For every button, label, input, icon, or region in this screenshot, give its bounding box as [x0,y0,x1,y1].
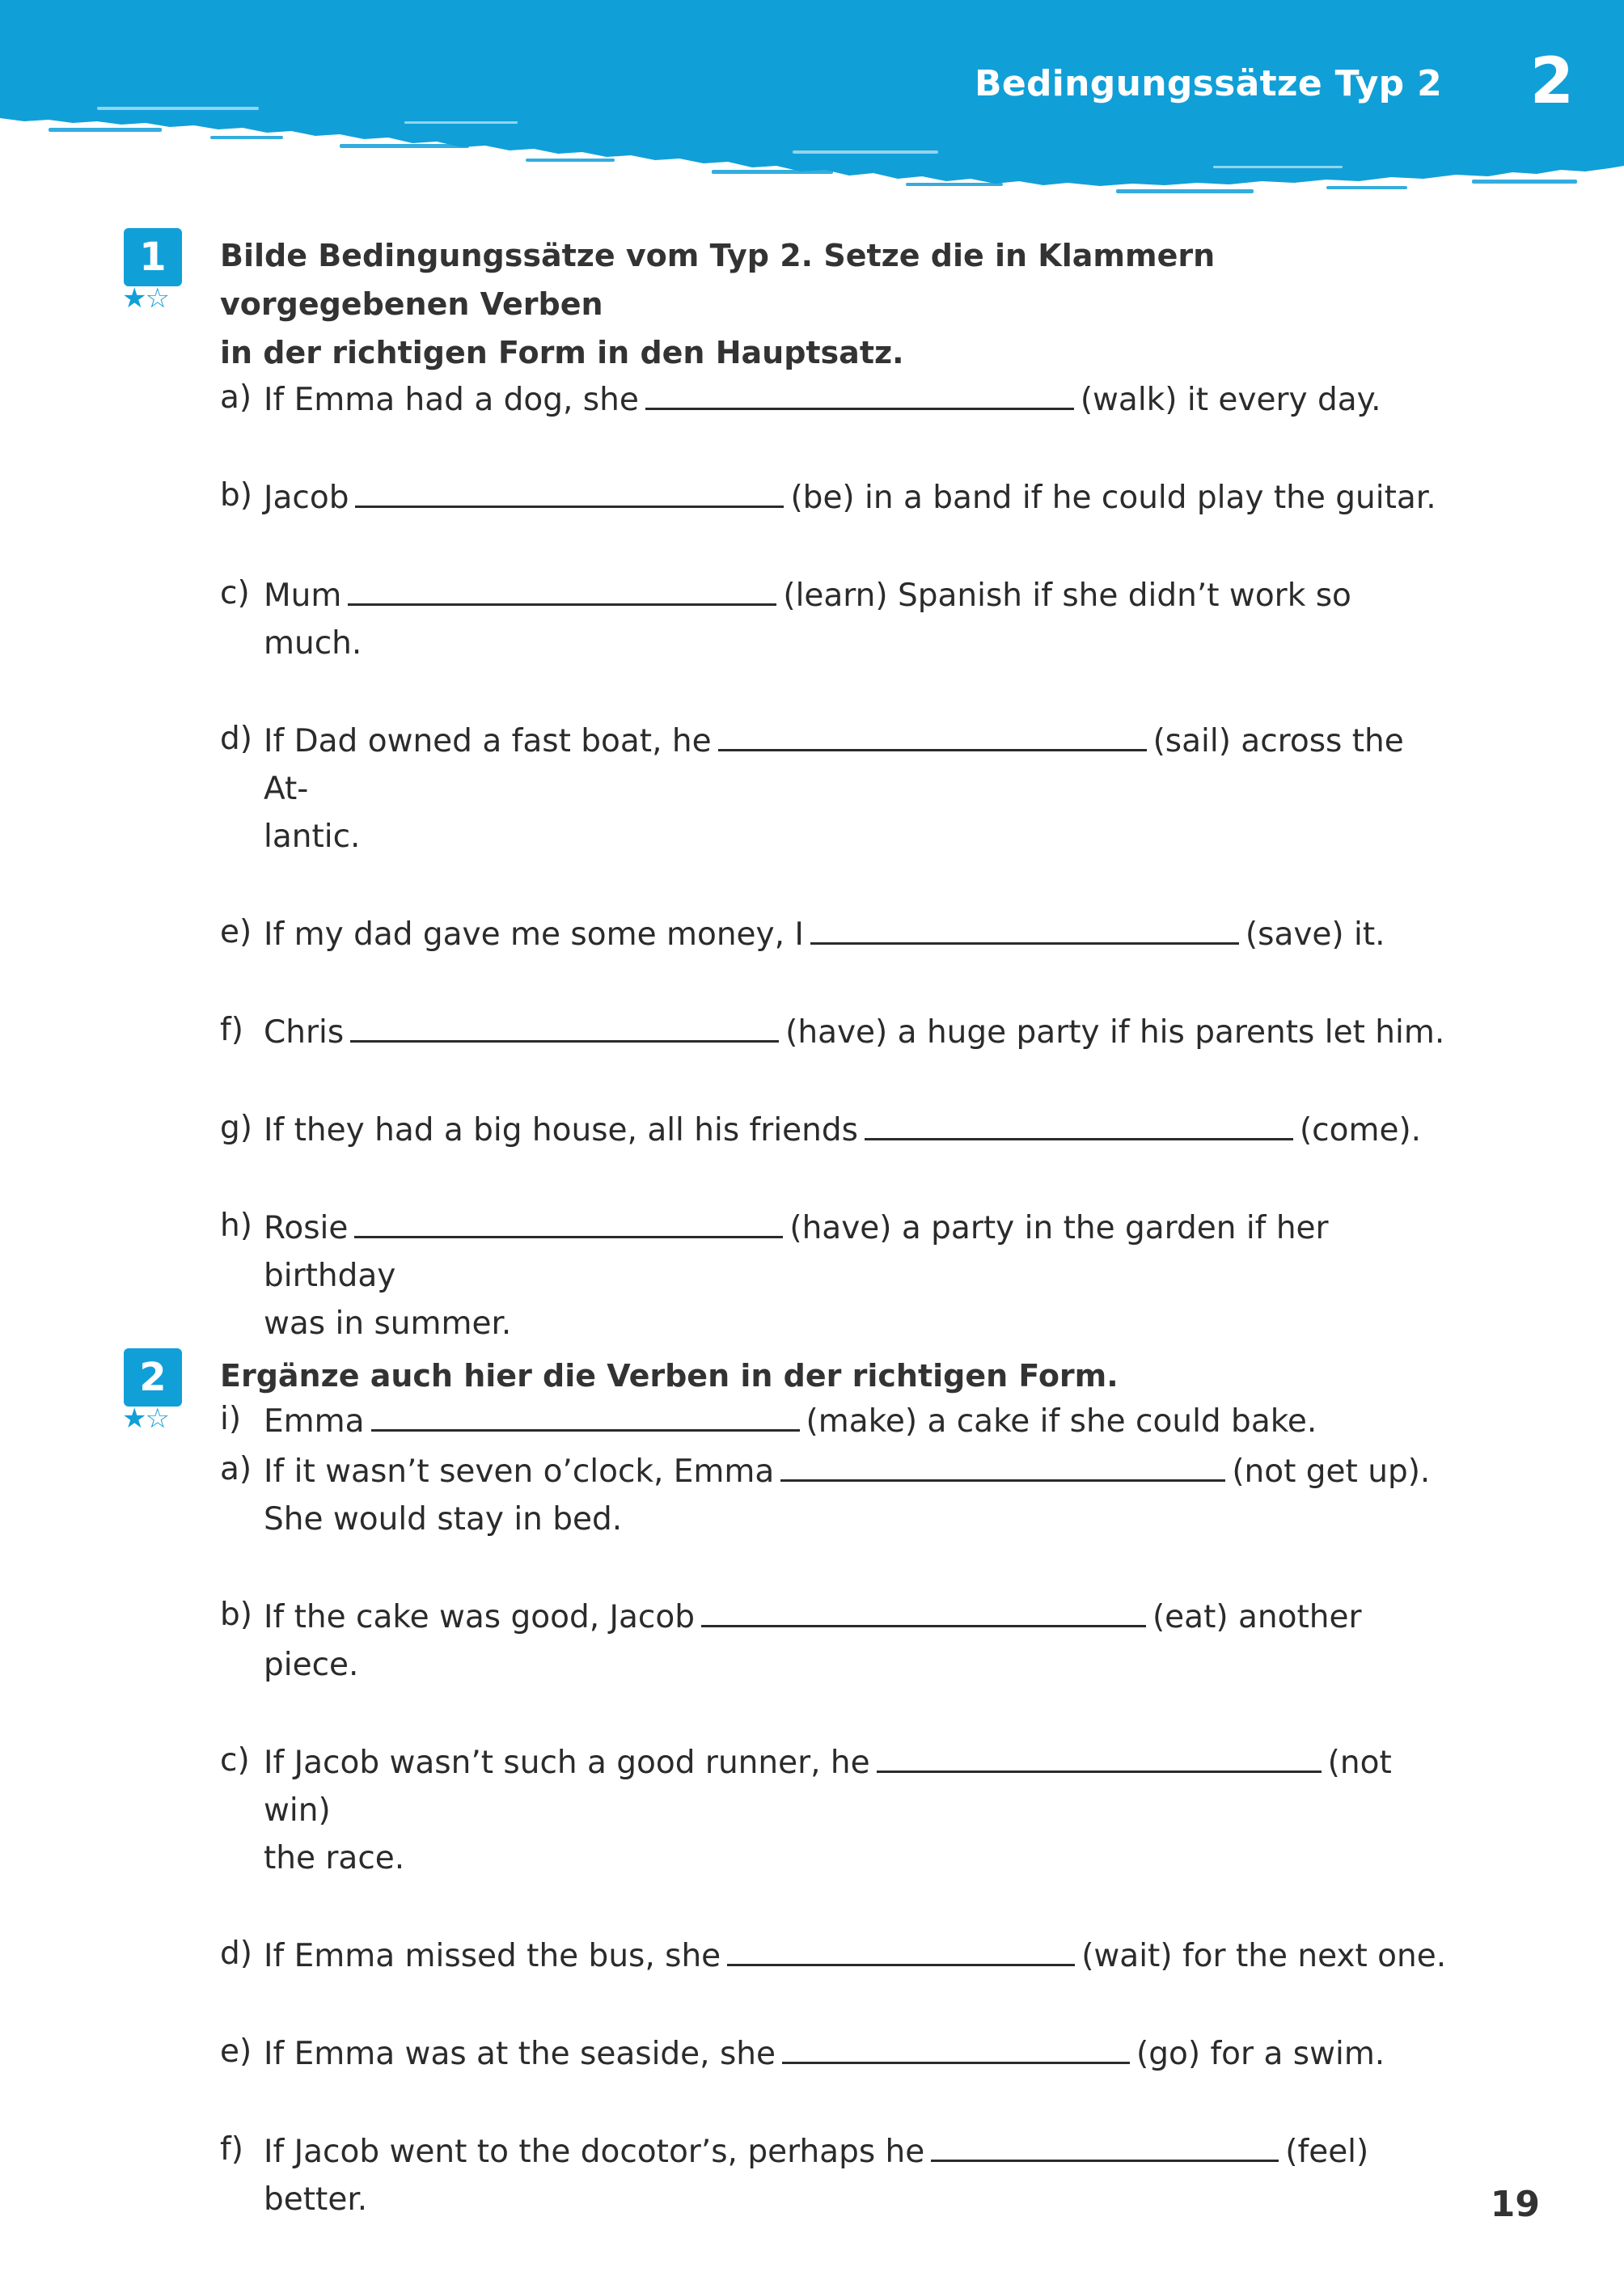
exercise-item [220,908,1449,958]
item-text-before: Jacob [264,480,349,516]
item-text-before: If Jacob wasn’t such a good runner, he [264,1745,870,1781]
item-label: c) [220,1742,250,1779]
answer-blank[interactable] [865,1104,1293,1140]
answer-blank[interactable] [348,569,776,606]
answer-blank[interactable] [354,1202,783,1238]
item-text-after: (have) a party in the garden if her birthday [264,1210,1329,1294]
item-label: a) [220,379,252,416]
exercise-item [220,1930,1449,1980]
item-text-after: (sail) across the At- [264,723,1404,807]
exercise-item [220,2126,1449,2223]
item-text-after: (go) for a swim. [1136,2036,1385,2072]
exercise-item [220,1591,1449,1689]
item-text-before: Rosie [264,1210,349,1246]
item-label: b) [220,1597,252,1633]
difficulty-stars-icon: ★☆ [122,282,168,315]
chapter-number: 2 [1529,45,1574,118]
item-text-after: (come). [1299,1112,1422,1149]
exercise-number-badge: 1 [124,228,182,286]
item-text-before: If Emma was at the seaside, she [264,2036,776,2072]
item-text-before: If Dad owned a fast boat, he [264,723,712,759]
answer-blank[interactable] [727,1930,1075,1966]
page-title: Bedingungssätze Typ 2 [975,63,1442,104]
exercise-instruction [220,231,1449,377]
exercise-number-badge: 2 [124,1348,182,1407]
answer-blank[interactable] [645,374,1074,410]
exercise-item [220,1445,1449,1543]
item-text-after: (be) in a band if he could play the guitar. [790,480,1436,516]
item-text-after: (make) a cake if she could bake. [806,1403,1317,1440]
item-text-before: Emma [264,1403,365,1440]
exercise-items [220,374,1449,1445]
exercise-item [220,2028,1449,2078]
instruction-line: Ergänze auch hier die Verben in der richtigen Form. [220,1358,1119,1394]
item-text-before: If Jacob went to the docotor’s, perhaps he [264,2134,925,2170]
answer-blank[interactable] [718,715,1147,751]
item-text-before: If Emma had a dog, she [264,382,639,418]
item-text-continued: the race. [264,1840,405,1876]
item-text-after: (eat) another piece. [264,1599,1362,1683]
item-text-after: (save) it. [1245,916,1385,953]
item-text-after: (not win) [264,1745,1392,1829]
item-text-after: (walk) it every day. [1080,382,1381,418]
difficulty-stars-icon: ★☆ [122,1402,168,1435]
answer-blank[interactable] [355,472,784,508]
answer-blank[interactable] [931,2126,1279,2162]
item-text-after: (have) a huge party if his parents let him. [785,1014,1445,1051]
item-text-continued: lantic. [264,819,361,855]
item-label: g) [220,1110,252,1146]
item-label: d) [220,721,252,757]
exercise-item [220,374,1449,424]
item-text-before: If my dad gave me some money, I [264,916,804,953]
answer-blank[interactable] [371,1395,800,1432]
item-text-before: If Emma missed the bus, she [264,1938,721,1974]
item-text-continued: She would stay in bed. [264,1501,623,1538]
exercise-item [220,1104,1449,1154]
exercise-item [220,1395,1449,1445]
item-label: d) [220,1936,252,1972]
exercise-item [220,472,1449,522]
item-text-before: If the cake was good, Jacob [264,1599,695,1635]
answer-blank[interactable] [780,1445,1225,1482]
exercise-item [220,1737,1449,1882]
item-label: c) [220,575,250,611]
exercise-item [220,1006,1449,1056]
item-label: f) [220,1012,243,1048]
exercise-item [220,569,1449,667]
item-label: f) [220,2131,243,2168]
item-label: b) [220,477,252,514]
item-text-before: If they had a big house, all his friends [264,1112,858,1149]
exercise-item [220,715,1449,861]
item-label: a) [220,1451,252,1487]
answer-blank[interactable] [877,1737,1322,1773]
item-label: i) [220,1401,242,1437]
item-text-after: (learn) Spanish if she didn’t work so much. [264,577,1351,662]
item-text-before: Chris [264,1014,345,1051]
item-text-before: Mum [264,577,342,614]
item-label: e) [220,2033,252,2070]
item-text-after: (feel) better. [264,2134,1369,2218]
instruction-line: in der richtigen Form in den Hauptsatz. [220,335,904,370]
item-text-continued: was in summer. [264,1305,512,1342]
item-text-after: (not get up). [1232,1453,1431,1490]
answer-blank[interactable] [701,1591,1146,1627]
exercise-instruction [220,1352,1449,1400]
exercise-items [220,1445,1449,2223]
page-number: 19 [1490,2184,1540,2225]
answer-blank[interactable] [782,2028,1130,2064]
exercise-item [220,1202,1449,1347]
instruction-line: Bilde Bedingungssätze vom Typ 2. Setze die in Klammern vorgegebenen Verben [220,238,1216,322]
item-label: e) [220,914,252,950]
answer-blank[interactable] [350,1006,779,1043]
item-label: h) [220,1208,252,1244]
item-text-before: If it wasn’t seven o’clock, Emma [264,1453,775,1490]
item-text-after: (wait) for the next one. [1081,1938,1447,1974]
answer-blank[interactable] [810,908,1239,945]
